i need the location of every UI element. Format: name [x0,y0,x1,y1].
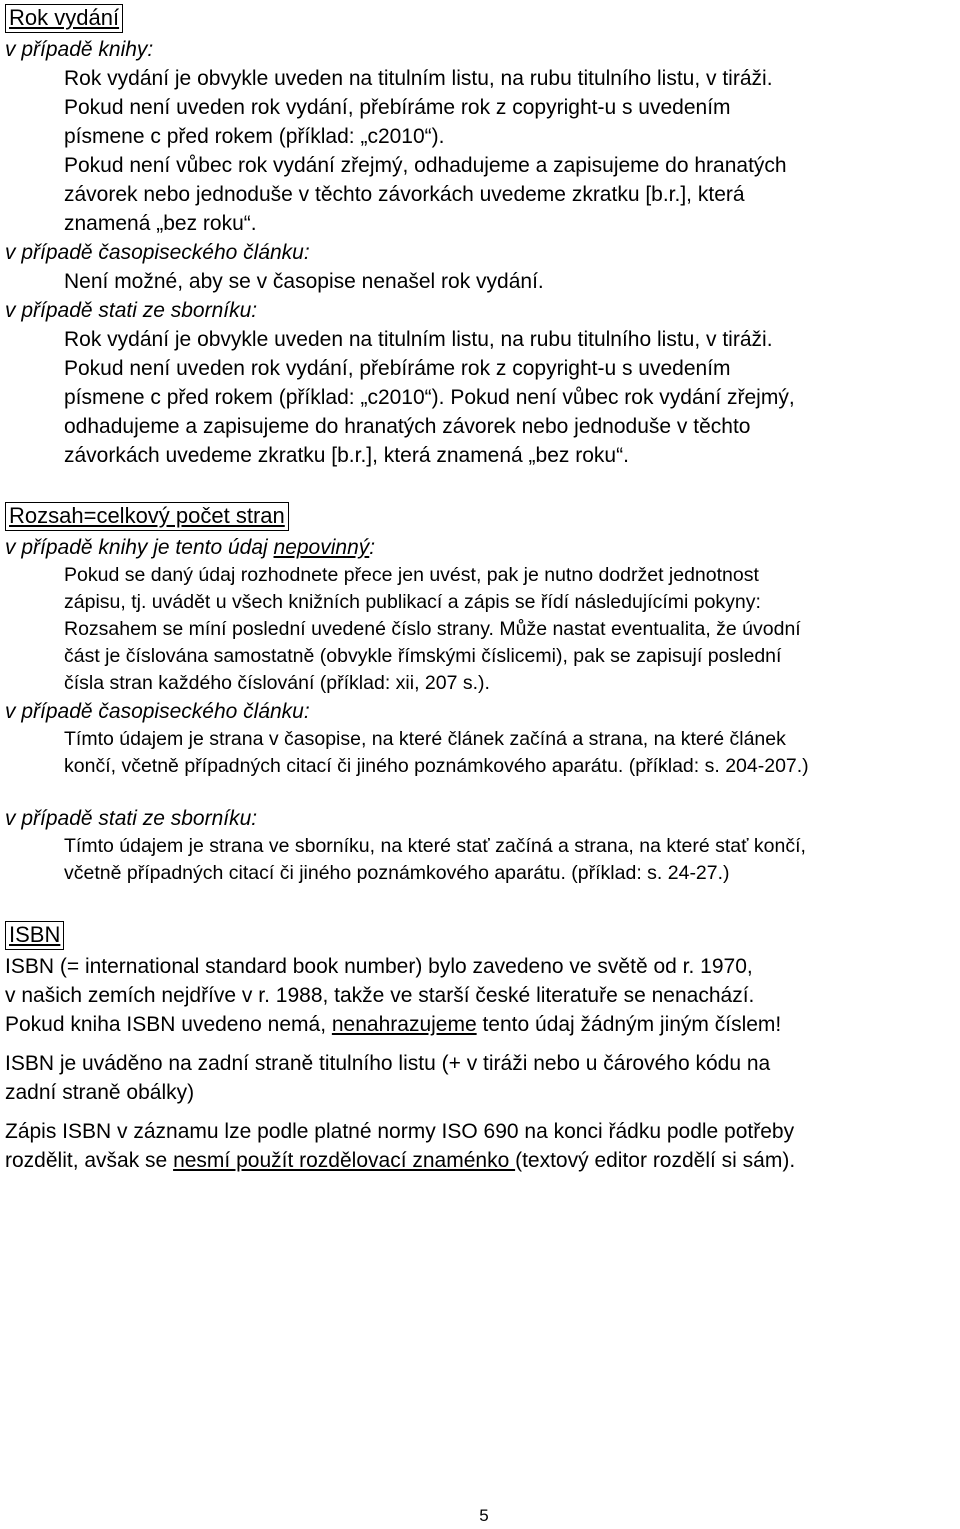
label-casopis: v případě časopiseckého článku: [5,700,310,723]
text-line: závorkách uvedeme zkratku [b.r.], která znamená „bez roku“. [64,444,629,467]
label-text: v případě knihy je tento údaj [5,536,274,559]
heading-rozsah: Rozsah=celkový počet stran [5,502,289,531]
heading-isbn: ISBN [5,921,64,950]
text-line: zadní straně obálky) [5,1081,195,1104]
text-line: Pokud není uveden rok vydání, přebíráme rok z copyright-u s uvedením [64,96,731,119]
section-rozsah [5,502,960,887]
spacer [5,780,960,804]
text-casopis [5,267,960,296]
text-underlined: nenahrazujeme [331,1013,477,1036]
text-line: zápisu, tj. uvádět u všech knižních publikací a zápis se řídí následujícími pokyny: [64,591,761,613]
spacer [5,1107,960,1117]
text-line: končí, včetně případných citací či jiného poznámkového aparátu. (příklad: s. 204-207.) [64,755,809,777]
text-line [5,1010,960,1039]
text-line: písmene c před rokem (příklad: „c2010“). [64,125,445,148]
section-rok-vydani [5,4,960,470]
label-kniha [5,533,960,562]
text-sbornik [5,833,960,887]
text-underlined: nesmí použít rozdělovací znaménko [173,1149,516,1172]
text-line: Rok vydání je obvykle uveden na titulním listu, na rubu titulního listu, v tiráži. [64,67,773,90]
label-casopis: v případě časopiseckého článku: [5,241,310,264]
text-line: ISBN je uváděno na zadní straně titulního listu (+ v tiráži nebo u čárového kódu na [5,1052,771,1075]
text-line: Pokud není uveden rok vydání, přebíráme rok z copyright-u s uvedením [64,357,731,380]
label-kniha: v případě knihy: [5,38,154,61]
text-line: část je číslována samostatně (obvykle římskými číslicemi), pak se zapisují poslední [64,645,782,667]
text-line: písmene c před rokem (příklad: „c2010“). Pokud není vůbec rok vydání zřejmý, [64,386,795,409]
text-kniha [5,64,960,238]
label-underlined: nepovinný [273,536,370,559]
text-line: Rok vydání je obvykle uveden na titulním listu, na rubu titulního listu, v tiráži. [64,328,773,351]
text-line: Zápis ISBN v záznamu lze podle platné normy ISO 690 na konci řádku podle potřeby [5,1120,795,1143]
text-line: ISBN (= international standard book number) bylo zavedeno ve světě od r. 1970, [5,955,753,978]
text-line: v našich zemích nejdříve v r. 1988, takže ve starší české literatuře se nenachází. [5,984,755,1007]
text-part: Pokud kniha ISBN uvedeno nemá, [5,1013,332,1036]
text-line: Pokud se daný údaj rozhodnete přece jen uvést, pak je nutno dodržet jednotnost [64,564,759,586]
text-kniha [5,562,960,697]
text-part: rozdělit, avšak se [5,1149,174,1172]
text-line: Tímto údajem je strana ve sborníku, na které stať začíná a strana, na které stať končí, [64,835,806,857]
label-sbornik: v případě stati ze sborníku: [5,299,258,322]
text-line: včetně případných citací či jiného poznámkového aparátu. (příklad: s. 24-27.) [64,862,730,884]
label-text: : [369,536,376,559]
section-isbn [5,921,960,1175]
text-part: (textový editor rozdělí si sám). [515,1149,796,1172]
text-line: Není možné, aby se v časopise nenašel rok vydání. [64,270,544,293]
text-line: znamená „bez roku“. [64,212,257,235]
heading-rok-vydani: Rok vydání [5,4,123,33]
text-line: Tímto údajem je strana v časopise, na které článek začíná a strana, na které článek [64,728,786,750]
spacer [5,1039,960,1049]
text-line: Rozsahem se míní poslední uvedené číslo strany. Může nastat eventualita, že úvodní [64,618,801,640]
text-part: tento údaj žádným jiným číslem! [476,1013,782,1036]
text-line: závorek nebo jednoduše v těchto závorkách uvedeme zkratku [b.r.], která [64,183,745,206]
text-casopis [5,726,960,780]
label-sbornik: v případě stati ze sborníku: [5,807,258,830]
text-line: čísla stran každého číslování (příklad: xii, 207 s.). [64,672,490,694]
page-number: 5 [479,1506,489,1525]
text-line: odhadujeme a zapisujeme do hranatých závorek nebo jednoduše v těchto [64,415,751,438]
text-line: Pokud není vůbec rok vydání zřejmý, odhadujeme a zapisujeme do hranatých [64,154,787,177]
text-sbornik [5,325,960,470]
text-line [5,1146,960,1175]
